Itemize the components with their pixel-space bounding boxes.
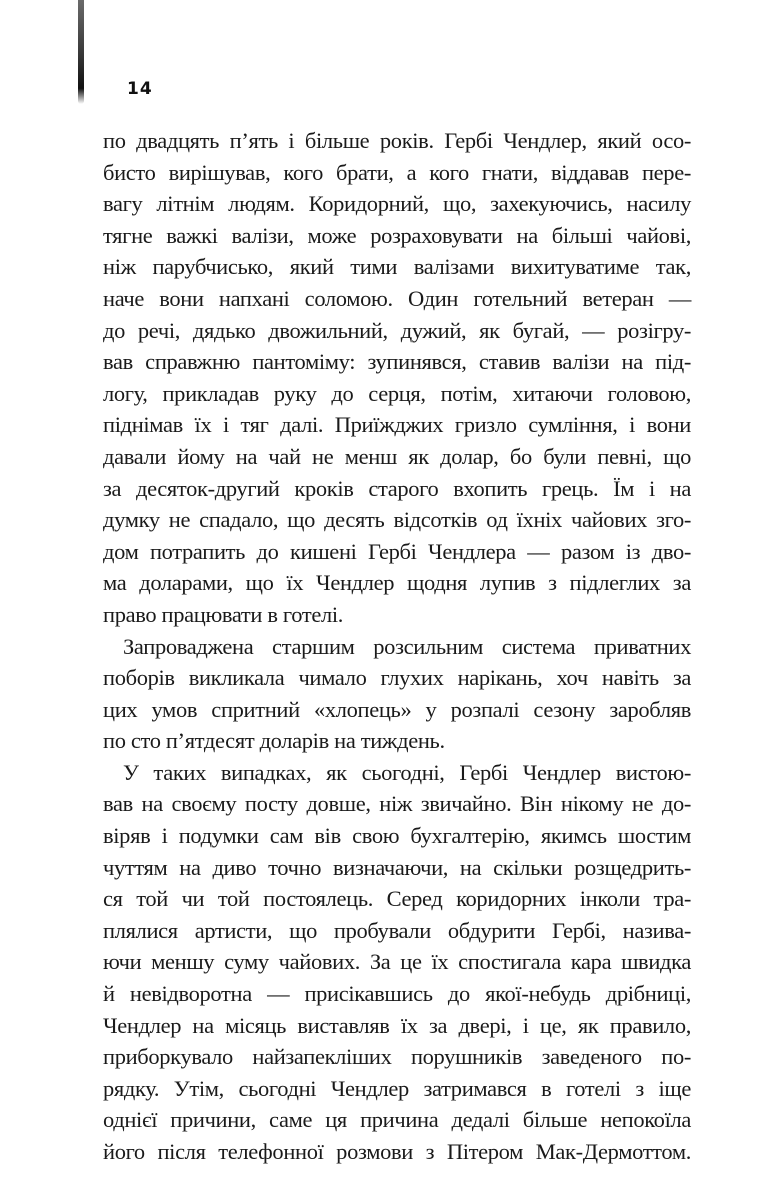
- text-line: ма доларами, що їх Чендлер щодня лупив з підлеглих за: [103, 570, 691, 596]
- text-line: дом потрапить до кишені Гербі Чендлера — разом із дво-: [103, 538, 691, 564]
- text-line: бисто вирішував, кого брати, а кого гнати, віддавав пере-: [103, 159, 691, 185]
- text-line: вагу літнім людям. Коридорний, що, захекуючись, насилу: [103, 191, 691, 217]
- text-line: віряв і подумки сам вів свою бухгалтерію, якимсь шостим: [103, 823, 691, 849]
- text-line: Чендлер на місяць виставляв їх за двері, і це, як правило,: [103, 1012, 691, 1038]
- text-line: ніж парубчисько, який тими валізами вихитуватиме так,: [103, 254, 691, 280]
- text-line: тягне важкі валізи, може розраховувати на більші чайові,: [103, 222, 691, 248]
- paragraph-start-line: Запроваджена старшим розсильним система приватних: [123, 633, 691, 659]
- text-line: чуттям на диво точно визначаючи, на скільки розщедрить-: [103, 854, 691, 880]
- text-line: ючи меншу суму чайових. За це їх спостигала кара швидка: [103, 949, 691, 975]
- text-line: по двадцять п’ять і більше років. Гербі Чендлер, який осо-: [103, 128, 691, 153]
- text-line: логу, прикладав руку до серця, потім, хитаючи головою,: [103, 380, 691, 406]
- text-line: плялися артисти, що пробували обдурити Гербі, назива-: [103, 917, 691, 943]
- text-line: наче вони напхані соломою. Один готельний ветеран —: [103, 285, 691, 311]
- text-line: за десяток-другий кроків старого вхопить грець. Їм і на: [103, 475, 691, 501]
- paragraph-start-line: У таких випадках, як сьогодні, Гербі Чендлер вистою-: [123, 759, 691, 785]
- text-line: рядку. Утім, сьогодні Чендлер затримався в готелі з іще: [103, 1075, 691, 1101]
- body-text: [103, 125, 691, 1168]
- text-line: вав на своєму посту довше, ніж звичайно. Він нікому не до-: [103, 791, 691, 817]
- text-line: давали йому на чай не менш як долар, бо були певні, що: [103, 443, 691, 469]
- text-line: приборкувало найзапекліших порушників заведеного по-: [103, 1044, 691, 1070]
- text-line: цих умов спритний «хлопець» у розпалі сезону заробляв: [103, 696, 691, 722]
- text-line: його після телефонної розмови з Пітером Мак-Дермоттом.: [103, 1139, 691, 1164]
- text-line: до речі, дядько двожильний, дужий, як бугай, — розігру-: [103, 317, 691, 343]
- page-edge-bar: [78, 0, 84, 104]
- text-line: думку не спадало, що десять відсотків од їхніх чайових зго-: [103, 507, 691, 533]
- text-line: піднімав їх і тяг далі. Приїжджих гризло сумління, і вони: [103, 412, 691, 438]
- text-line: вав справжню пантоміму: зупинявся, ставив валізи на під-: [103, 349, 691, 375]
- page-number: 14: [127, 79, 153, 99]
- text-line: однієї причини, саме ця причина дедалі більше непокоїла: [103, 1107, 691, 1133]
- text-line: й невідворотна — присікавшись до якої-небудь дрібниці,: [103, 981, 691, 1007]
- paragraph-end-line: право працювати в готелі.: [103, 601, 344, 627]
- paragraph-end-line: по сто п’ятдесят доларів на тиждень.: [103, 728, 445, 754]
- text-line: ся той чи той постоялець. Серед коридорних інколи тра-: [103, 886, 691, 912]
- text-line: поборів викликала чимало глухих нарікань, хоч навіть за: [103, 665, 691, 691]
